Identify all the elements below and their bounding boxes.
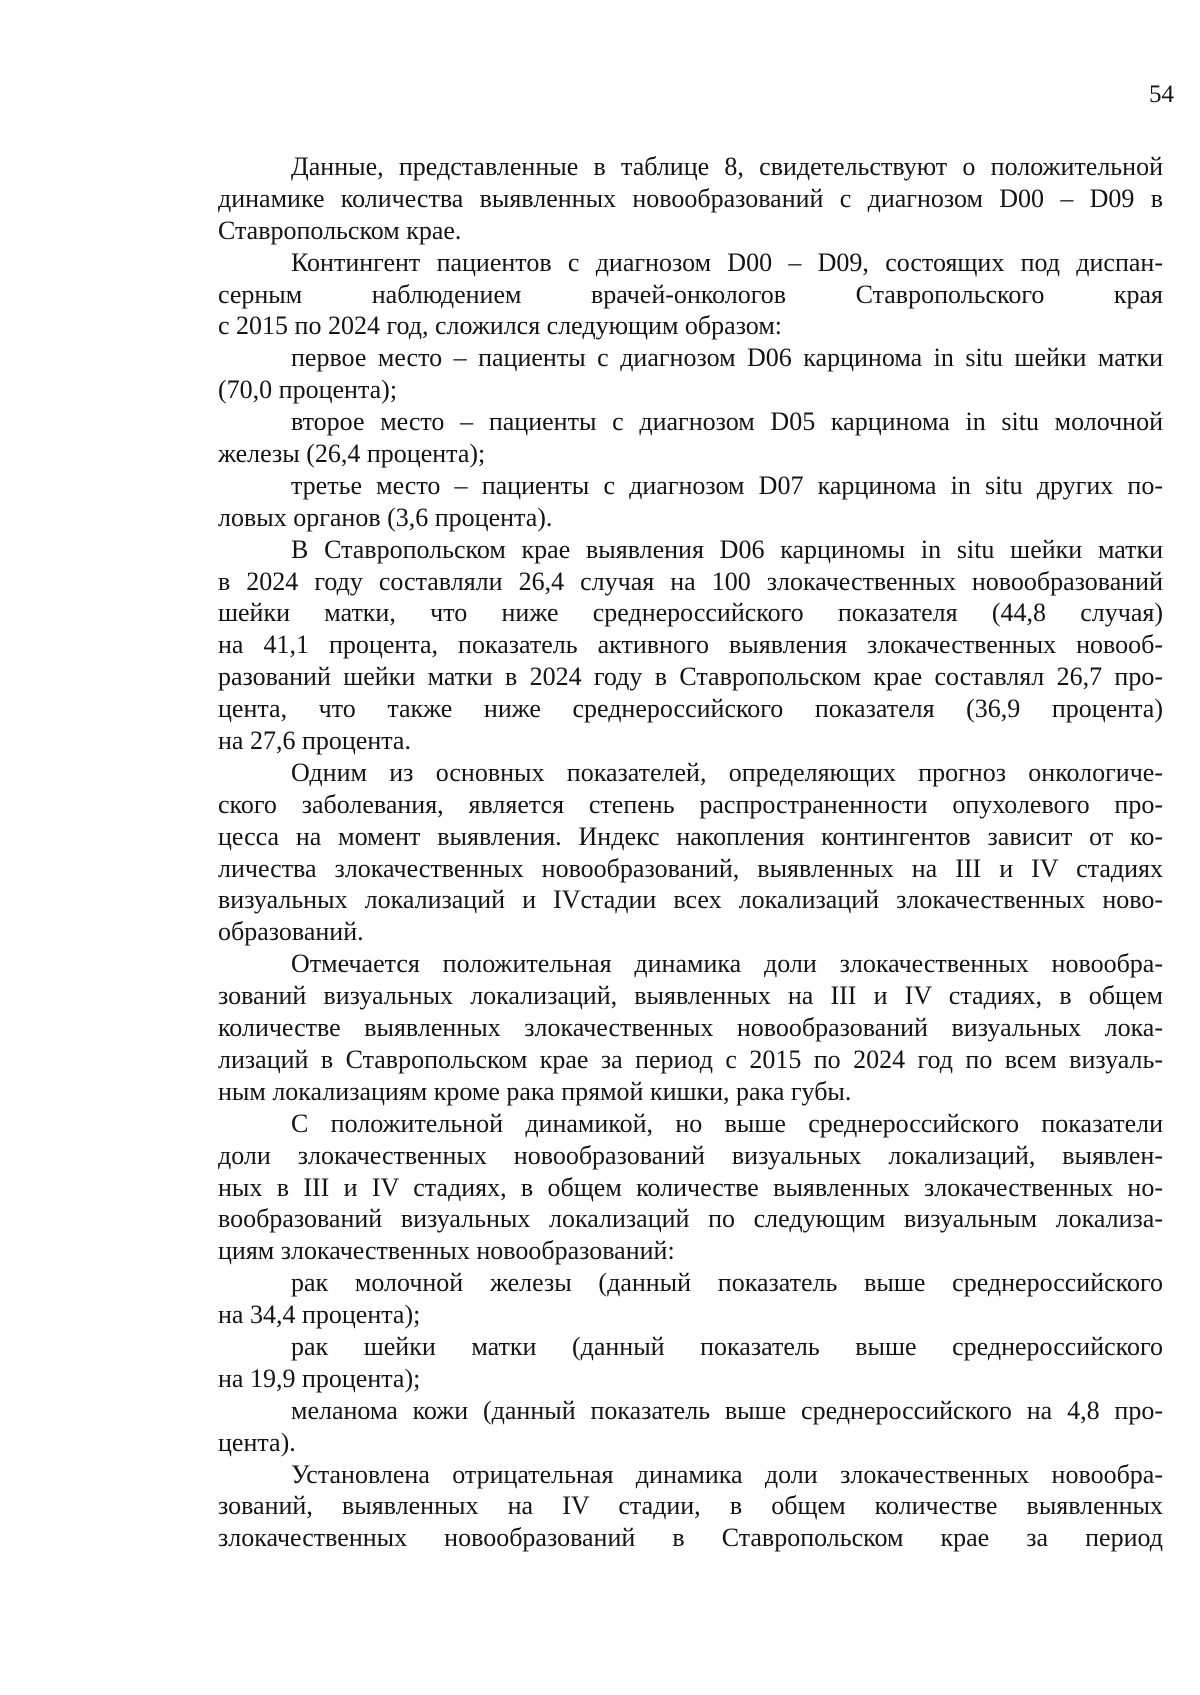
text-line: цесса на момент выявления. Индекс накопления контингентов зависит от ко-: [218, 821, 1163, 851]
text-line: в 2024 году составляли 26,4 случая на 100 злокачественных новообразований: [218, 566, 1163, 596]
text-line: доли злокачественных новообразований визуальных локализаций, выявлен-: [218, 1140, 1163, 1170]
text-line: разований шейки матки в 2024 году в Ставропольском крае составлял 26,7 про-: [218, 662, 1163, 692]
text-line: вообразований визуальных локализаций по следующим визуальным локализа-: [218, 1204, 1163, 1234]
text-line: цента, что также ниже среднероссийского показателя (36,9 процента): [218, 694, 1163, 724]
text-line: на 41,1 процента, показатель активного выявления злокачественных новооб-: [218, 630, 1163, 660]
text-line: (70,0 процента);: [218, 375, 398, 405]
text-line: Одним из основных показателей, определяющих прогноз онкологиче-: [291, 757, 1163, 787]
text-line: Отмечается положительная динамика доли злокачественных новообра-: [291, 949, 1163, 979]
text-line: первое место – пациенты с диагнозом D06 карцинома in situ шейки матки: [291, 343, 1163, 373]
text-line: ского заболевания, является степень распространенности опухолевого про-: [218, 789, 1163, 819]
text-line: злокачественных новообразований в Ставропольском крае за период: [218, 1523, 1163, 1553]
text-line: с 2015 по 2024 год, сложился следующим образом:: [218, 311, 782, 341]
text-line: С положительной динамикой, но выше среднероссийского показатели: [291, 1108, 1163, 1138]
text-line: железы (26,4 процента);: [218, 439, 486, 469]
text-line: личества злокачественных новообразований, выявленных на III и IV стадиях: [218, 853, 1163, 883]
text-line: зований, выявленных на IV стадии, в общем количестве выявленных: [218, 1491, 1163, 1521]
text-line: рак молочной железы (данный показатель выше среднероссийского: [291, 1268, 1163, 1298]
text-line: зований визуальных локализаций, выявленных на III и IV стадиях, в общем: [218, 981, 1163, 1011]
text-line: рак шейки матки (данный показатель выше среднероссийского: [291, 1331, 1163, 1361]
text-line: динамике количества выявленных новообразований с диагнозом D00 – D09 в: [218, 183, 1163, 213]
text-line: лизаций в Ставропольском крае за период с 2015 по 2024 год по всем визуаль-: [218, 1044, 1163, 1074]
text-line: ловых органов (3,6 процента).: [218, 502, 553, 532]
text-line: визуальных локализаций и IVстадии всех локализаций злокачественных ново-: [218, 885, 1163, 915]
text-line: ных в III и IV стадиях, в общем количестве выявленных злокачественных но-: [218, 1172, 1163, 1202]
text-line: образований.: [218, 917, 364, 947]
text-line: шейки матки, что ниже среднероссийского показателя (44,8 случая): [218, 598, 1163, 628]
text-line: второе место – пациенты с диагнозом D05 карцинома in situ молочной: [291, 407, 1163, 437]
text-line: на 27,6 процента.: [218, 726, 411, 756]
text-line: количестве выявленных злокачественных новообразований визуальных лока-: [218, 1013, 1163, 1043]
page-number: 54: [1149, 81, 1174, 108]
text-line: Данные, представленные в таблице 8, свидетельствуют о положительной: [291, 152, 1163, 181]
text-line: цента).: [218, 1427, 296, 1457]
text-line: ным локализациям кроме рака прямой кишки, рака губы.: [218, 1076, 852, 1106]
text-line: Контингент пациентов с диагнозом D00 – D09, состоящих под диспан-: [291, 247, 1163, 277]
text-line: меланома кожи (данный показатель выше среднероссийского на 4,8 про-: [291, 1395, 1163, 1425]
text-line: третье место – пациенты с диагнозом D07 карцинома in situ других по-: [291, 470, 1163, 500]
text-line: циям злокачественных новообразований:: [218, 1236, 675, 1266]
text-line: на 34,4 процента);: [218, 1300, 421, 1330]
text-line: Ставропольском крае.: [218, 215, 462, 245]
text-line: серным наблюдением врачей-онкологов Ставропольского края: [218, 279, 1163, 309]
body-text: [218, 151, 1163, 1554]
text-line: В Ставропольском крае выявления D06 карциномы in situ шейки матки: [291, 534, 1163, 564]
text-line: Установлена отрицательная динамика доли злокачественных новообра-: [291, 1459, 1163, 1489]
text-line: на 19,9 процента);: [218, 1363, 421, 1393]
